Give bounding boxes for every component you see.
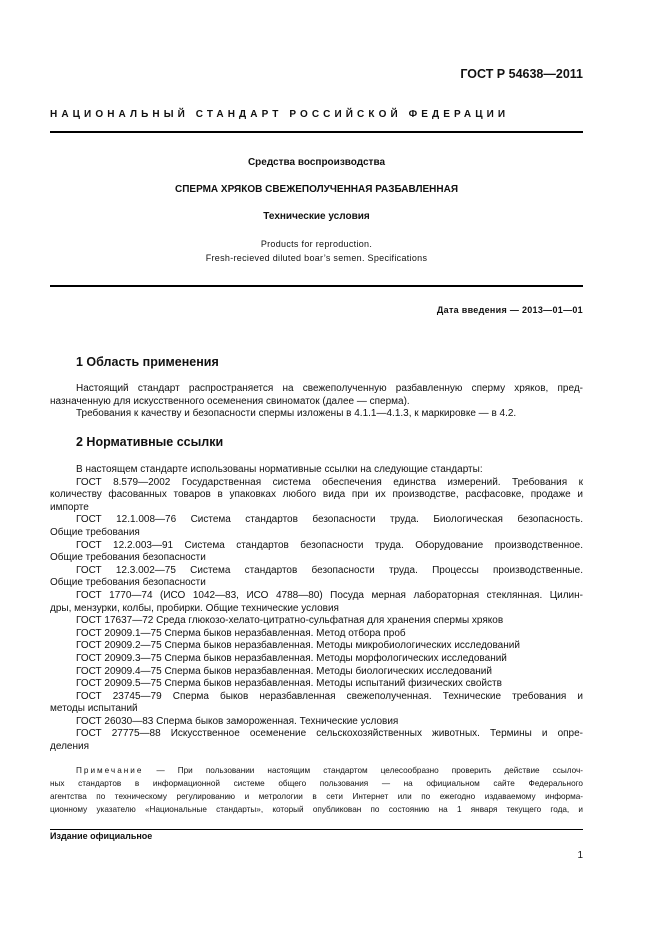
- section-2-heading: 2 Нормативные ссылки: [76, 435, 224, 449]
- reference-line: ГОСТ 23745—79 Сперма быков неразбавленная свежеполученная. Технические требования и: [76, 690, 583, 702]
- reference-line: ГОСТ 12.1.008—76 Система стандартов безопасности труда. Биологическая безопасность.: [76, 514, 583, 526]
- note-line-2: ных стандартов в информационной системе общего пользования — на официальном сайте Федерального: [50, 779, 583, 788]
- note-line-3: агентства по техническому регулированию и метрологии в сети Интернет или по ежегодно издаваемому информа-: [50, 792, 583, 801]
- reference-line: ГОСТ 12.2.003—91 Система стандартов безопасности труда. Оборудование производственное.: [76, 539, 583, 551]
- reference-line: количеству фасованных товаров в упаковках любого вида при их производстве, расфасовке, продаже и: [50, 489, 583, 501]
- note-label: Примечание: [76, 766, 144, 775]
- english-title-2: Fresh-recieved diluted boar’s semen. Specifications: [205, 253, 428, 263]
- note-block: [50, 764, 583, 816]
- english-title-1: Products for reproduction.: [260, 239, 373, 249]
- section-1-p1-line-2: назначенную для искусственного осеменения свиноматок (далее — сперма).: [50, 395, 410, 407]
- reference-line: ГОСТ 20909.3—75 Сперма быков неразбавленная. Методы морфологических исследований: [76, 652, 507, 664]
- reference-line: Общие требования безопасности: [50, 577, 206, 589]
- official-edition-label: Издание официальное: [50, 831, 153, 841]
- page-number: 1: [577, 850, 583, 861]
- reference-line: ГОСТ 20909.4—75 Сперма быков неразбавленная. Методы биологических исследований: [76, 665, 492, 677]
- reference-line: деления: [50, 741, 89, 753]
- footer-divider: [50, 829, 583, 830]
- reference-line: импорте: [50, 501, 89, 513]
- top-divider: [50, 131, 583, 133]
- reference-line: дры, мензурки, колбы, пробирки. Общие технические условия: [50, 602, 339, 614]
- reference-line: ГОСТ 20909.5—75 Сперма быков неразбавленная. Методы испытаний физических свойств: [76, 678, 502, 690]
- references-intro: В настоящем стандарте использованы нормативные ссылки на следующие стандарты:: [76, 464, 483, 475]
- subject-line: Средства воспроизводства: [247, 157, 386, 168]
- note-text-1: — При пользовании настоящим стандартом целесообразно проверить действие ссылоч-: [156, 766, 583, 775]
- section-1-heading: 1 Область применения: [76, 355, 219, 369]
- title-divider: [50, 285, 583, 287]
- section-1-p2: Требования к качеству и безопасности спермы изложены в 4.1.1—4.1.3, к маркировке — в 4.2.: [76, 408, 517, 420]
- reference-line: ГОСТ 20909.2—75 Сперма быков неразбавленная. Методы микробиологических исследований: [76, 640, 520, 652]
- reference-line: ГОСТ 8.579—2002 Государственная система обеспечения единства измерений. Требования к: [76, 476, 583, 488]
- section-1-p1-line-1: Настоящий стандарт распространяется на свежеполученную разбавленную сперму хряков, пред-: [76, 383, 583, 394]
- normative-references-list: [50, 464, 583, 754]
- note-line-4: ционному указателю «Национальные стандарты», который опубликован по состоянию на 1 января текущего года, и: [50, 805, 583, 814]
- reference-line: ГОСТ 27775—88 Искусственное осеменение сельскохозяйственных животных. Термины и опре-: [76, 728, 583, 740]
- reference-line: методы испытаний: [50, 703, 138, 715]
- reference-line: ГОСТ 26030—83 Сперма быков замороженная. Технические условия: [76, 715, 399, 727]
- document-page: [50, 0, 583, 936]
- reference-line: Общие требования: [50, 526, 140, 538]
- national-standard-banner: НАЦИОНАЛЬНЫЙ СТАНДАРТ РОССИЙСКОЙ ФЕДЕРАЦИИ: [50, 109, 510, 120]
- section-1-body: [50, 383, 583, 421]
- reference-line: ГОСТ 1770—74 (ИСО 1042—83, ИСО 4788—80) Посуда мерная лабораторная стеклянная. Цилин-: [76, 589, 583, 601]
- reference-line: ГОСТ 20909.1—75 Сперма быков неразбавленная. Метод отбора проб: [76, 627, 406, 639]
- note-line-1: [50, 764, 583, 777]
- main-title: СПЕРМА ХРЯКОВ СВЕЖЕПОЛУЧЕННАЯ РАЗБАВЛЕННАЯ: [174, 184, 459, 195]
- tech-conditions: Технические условия: [263, 211, 370, 222]
- introduction-date: Дата введения — 2013—01—01: [436, 305, 583, 315]
- reference-line: ГОСТ 12.3.002—75 Система стандартов безопасности труда. Процессы производственные.: [76, 564, 583, 576]
- document-number: ГОСТ Р 54638—2011: [460, 67, 583, 81]
- reference-line: ГОСТ 17637—72 Среда глюкозо-хелато-цитратно-сульфатная для хранения спермы хряков: [76, 615, 504, 627]
- reference-line: Общие требования безопасности: [50, 552, 206, 564]
